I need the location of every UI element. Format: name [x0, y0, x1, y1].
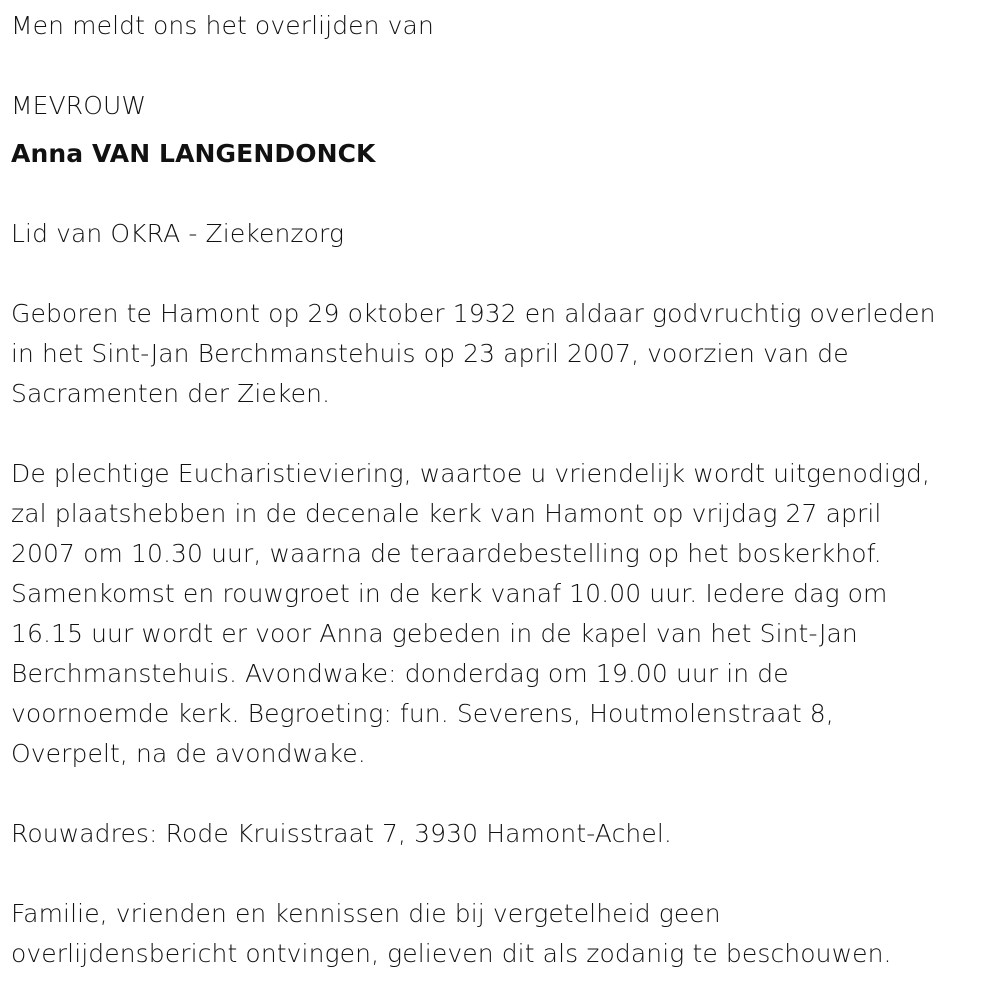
mourning-address: Rouwadres: Rode Kruisstraat 7, 3930 Hamont-Achel.	[11, 819, 672, 848]
ceremony-paragraph	[11, 454, 990, 774]
paragraph-line: Berchmanstehuis. Avondwake: donderdag om 19.00 uur in de	[11, 659, 789, 688]
intro-text: Men meldt ons het overlijden van	[11, 11, 434, 40]
deceased-name: Anna VAN LANGENDONCK	[11, 139, 376, 168]
paragraph-line: 16.15 uur wordt er voor Anna gebeden in de kapel van het Sint-Jan	[11, 619, 858, 648]
membership-text: Lid van OKRA - Ziekenzorg	[11, 219, 345, 248]
paragraph-line: Samenkomst en rouwgroet in de kerk vanaf 10.00 uur. Iedere dag om	[11, 579, 888, 608]
paragraph-line: 2007 om 10.30 uur, waarna de teraardebestelling op het boskerkhof.	[11, 539, 882, 568]
closing-paragraph	[11, 894, 990, 974]
paragraph-line: overlijdensbericht ontvingen, gelieven dit als zodanig te beschouwen.	[11, 939, 892, 968]
honorific: MEVROUW	[11, 91, 147, 120]
paragraph-line: Overpelt, na de avondwake.	[11, 739, 366, 768]
paragraph-line: in het Sint-Jan Berchmanstehuis op 23 april 2007, voorzien van de	[11, 339, 849, 368]
paragraph-line: De plechtige Eucharistieviering, waartoe u vriendelijk wordt uitgenodigd,	[11, 459, 931, 488]
paragraph-line: Geboren te Hamont op 29 oktober 1932 en aldaar godvruchtig overleden	[11, 299, 936, 328]
birth-death-paragraph	[11, 294, 990, 414]
paragraph-line: Familie, vrienden en kennissen die bij vergetelheid geen	[11, 899, 721, 928]
paragraph-line: Sacramenten der Zieken.	[11, 379, 331, 408]
paragraph-line: zal plaatshebben in de decenale kerk van Hamont op vrijdag 27 april	[11, 499, 882, 528]
paragraph-line: voornoemde kerk. Begroeting: fun. Severens, Houtmolenstraat 8,	[11, 699, 834, 728]
